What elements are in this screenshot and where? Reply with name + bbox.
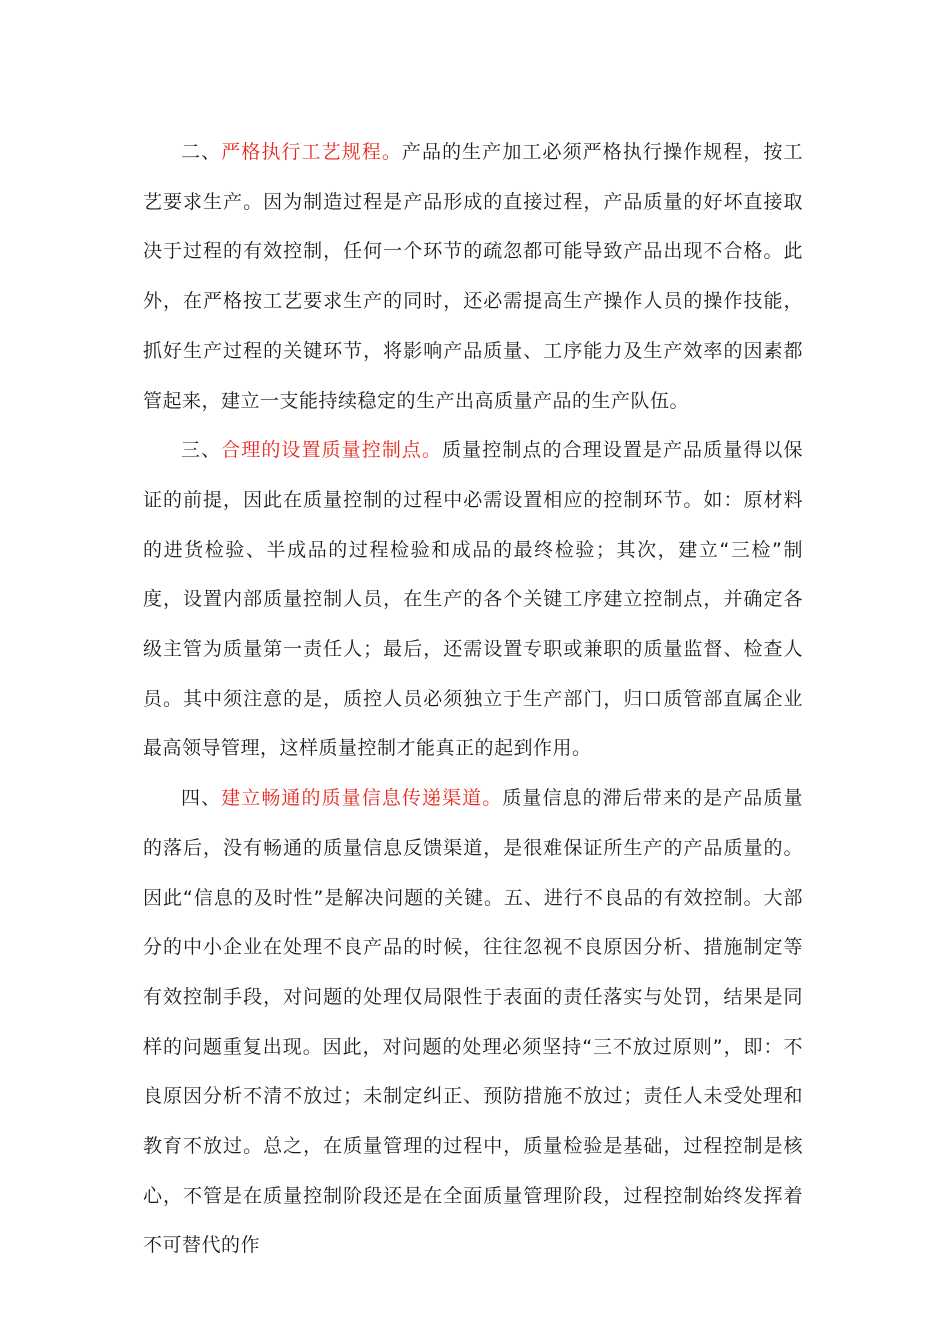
paragraph-text: 产品的生产加工必须严格执行操作规程，按工艺要求生产。因为制造过程是产品形成的直接过程，产品质量的好坏直接取决于过程的有效控制，任何一个环节的疏忽都可能导致产品出现不合格。此外，在严格按工艺要求生产的同时，还必需提高生产操作人员的操作技能，抓好生产过程的关键环节，将影响产品质量、工序能力及生产效率的因素都管起来，建立一支能持续稳定的生产出高质量产品的生产队伍。 <box>143 141 803 412</box>
paragraph-info-channels <box>143 774 803 1271</box>
paragraph-process-rules <box>143 128 803 426</box>
section-heading-highlight: 建立畅通的质量信息传递渠道。 <box>221 787 503 810</box>
section-number: 二、 <box>181 141 222 163</box>
paragraph-control-points <box>143 426 803 774</box>
section-number: 四、 <box>181 787 222 810</box>
section-heading-highlight: 合理的设置质量控制点。 <box>221 439 443 462</box>
paragraph-text: 质量控制点的合理设置是产品质量得以保证的前提，因此在质量控制的过程中必需设置相应的控制环节。如：原材料的进货检验、半成品的过程检验和成品的最终检验；其次，建立“三检”制度，设置内部质量控制人员，在生产的各个关键工序建立控制点，并确定各级主管为质量第一责任人；最后，还需设置专职或兼职的质量监督、检查人员。其中须注意的是，质控人员必须独立于生产部门，归口质管部直属企业最高领导管理，这样质量控制才能真正的起到作用。 <box>143 439 803 760</box>
section-number: 三、 <box>181 439 222 462</box>
paragraph-text: 质量信息的滞后带来的是产品质量的落后，没有畅通的质量信息反馈渠道，是很难保证所生产的产品质量的。因此“信息的及时性”是解决问题的关键。五、进行不良品的有效控制。大部分的中小企业在处理不良产品的时候，往往忽视不良原因分析、措施制定等有效控制手段，对问题的处理仅局限性于表面的责任落实与处罚，结果是同样的问题重复出现。因此，对问题的处理必须坚持“三不放过原则”，即：不良原因分析不清不放过；未制定纠正、预防措施不放过；责任人未受处理和教育不放过。总之，在质量管理的过程中，质量检验是基础，过程控制是核心，不管是在质量控制阶段还是在全面质量管理阶段，过程控制始终发挥着不可替代的作 <box>143 787 803 1257</box>
document-body <box>143 128 803 1271</box>
section-heading-highlight: 严格执行工艺规程。 <box>221 141 402 163</box>
